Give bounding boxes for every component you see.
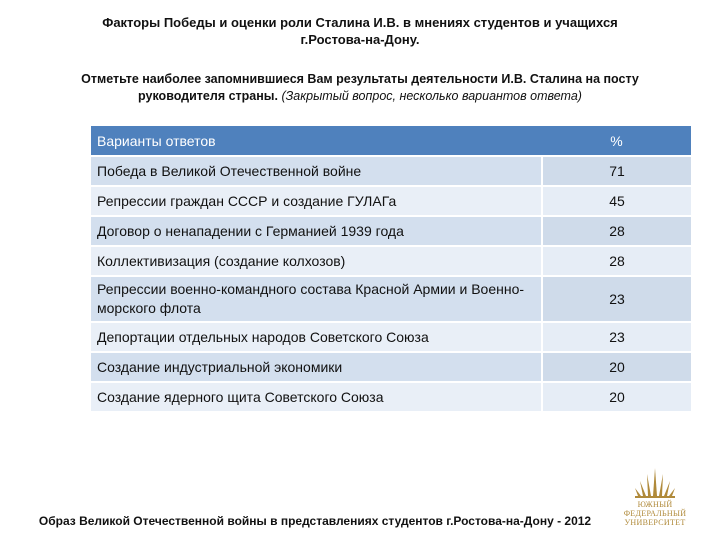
logo-text-line-3: УНИВЕРСИТЕТ [624, 518, 686, 527]
university-crown-icon [632, 466, 678, 500]
title-line-2: г.Ростова-на-Дону. [300, 32, 420, 47]
question-line-2-text: руководителя страны. [138, 89, 278, 103]
question-line-1: Отметьте наиболее запомнившиеся Вам результаты деятельности И.В. Сталина на посту [81, 72, 639, 86]
logo-text-line-2: ФЕДЕРАЛЬНЫЙ [623, 509, 687, 518]
table-row [91, 322, 691, 352]
row-label: Коллективизация (создание колхозов) [91, 246, 542, 276]
row-label: Депортации отдельных народов Советского Союза [91, 322, 542, 352]
survey-question [30, 71, 690, 105]
row-value: 28 [542, 216, 691, 246]
row-label: Репрессии граждан СССР и создание ГУЛАГа [91, 186, 542, 216]
row-label: Договор о ненападении с Германией 1939 года [91, 216, 542, 246]
table-row [91, 382, 691, 412]
row-label: Победа в Великой Отечественной войне [91, 156, 542, 186]
logo-text-line-1: ЮЖНЫЙ [637, 500, 673, 509]
row-label: Создание ядерного щита Советского Союза [91, 382, 542, 412]
logo-text [612, 500, 698, 527]
header-percent: % [542, 126, 691, 156]
row-value: 20 [542, 382, 691, 412]
table-row [91, 352, 691, 382]
row-value: 28 [542, 246, 691, 276]
row-label: Репрессии военно-командного состава Красной Армии и Военно-морского флота [91, 276, 542, 322]
table-row [91, 216, 691, 246]
question-line-2 [30, 88, 690, 105]
results-table [91, 126, 691, 413]
row-value: 20 [542, 352, 691, 382]
header-option: Варианты ответов [91, 126, 542, 156]
table-row [91, 276, 691, 322]
university-logo [612, 466, 698, 532]
table-row [91, 246, 691, 276]
row-label: Создание индустриальной экономики [91, 352, 542, 382]
table-row [91, 156, 691, 186]
table-row [91, 186, 691, 216]
row-value: 23 [542, 276, 691, 322]
table-header-row [91, 126, 691, 156]
row-value: 71 [542, 156, 691, 186]
page-title [40, 14, 680, 48]
question-note: (Закрытый вопрос, несколько вариантов ответа) [281, 89, 582, 103]
row-value: 45 [542, 186, 691, 216]
footer-caption: Образ Великой Отечественной войны в представлениях студентов г.Ростова-на-Дону - 2012 [38, 514, 592, 528]
title-line-1: Факторы Победы и оценки роли Сталина И.В. в мнениях студентов и учащихся [102, 15, 618, 30]
row-value: 23 [542, 322, 691, 352]
